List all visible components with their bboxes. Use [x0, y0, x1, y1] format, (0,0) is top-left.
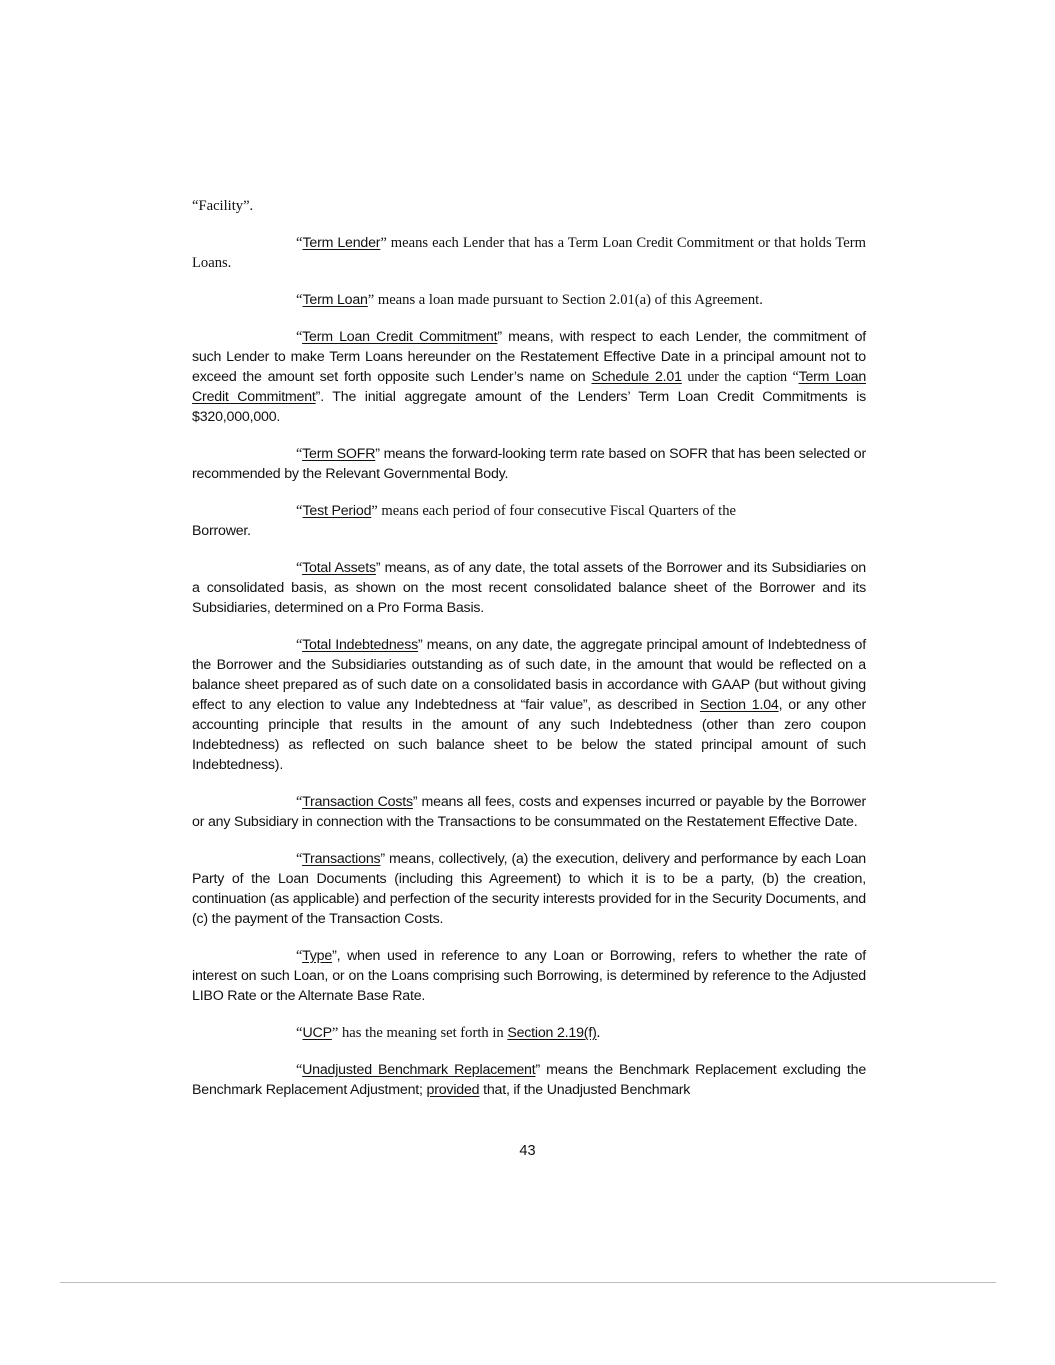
page-divider: [60, 1282, 996, 1283]
facility-text: “Facility”.: [192, 198, 254, 214]
definition-text-a: ” means, on any date, the aggregate principal amount of Indebtedness of the Borrower and the Subsidiaries outstanding as of such date, in the amount that would be reflected on a balance sheet prepared as of such date on a consolidated basis in accordance with GAAP (but without giving effect to any election to value any Indebtedness at “fair value”, as described in: [192, 637, 866, 713]
definition-transaction-costs: [192, 792, 866, 832]
definition-total-indebtedness: [192, 635, 866, 775]
schedule-link[interactable]: Schedule 2.01: [591, 369, 682, 385]
open-quote: “: [296, 1025, 303, 1041]
open-quote: “: [296, 637, 303, 653]
open-quote: “: [296, 851, 303, 867]
defined-term: Test Period: [302, 503, 372, 519]
open-quote: “: [296, 292, 303, 308]
definition-test-period: [192, 501, 866, 541]
defined-term: Term Lender: [302, 235, 381, 251]
open-quote: “: [296, 1062, 303, 1078]
defined-term: Term Loan: [302, 292, 368, 308]
definition-text: ” means, collectively, (a) the execution, delivery and performance by each Loan Party of the Loan Documents (including this Agreement) to which it is to be a party, (b) the creation, continuation (as applicable) and perfection of the security interests provided for in the Security Documents, and (c) the payment of the Transaction Costs.: [192, 851, 866, 927]
definition-term-loan-credit-commitment: [192, 327, 866, 427]
section-link[interactable]: Section 1.04: [699, 697, 779, 713]
provided-term: provided: [426, 1082, 480, 1098]
definition-text: ” means, as of any date, the total assets of the Borrower and its Subsidiaries on a consolidated basis, as shown on the most recent consolidated balance sheet of the Borrower and its Subsidiaries, determined on a Pro Forma Basis.: [192, 560, 866, 616]
definition-text-a: ” means, with respect to each Lender, the commitment of such Lender to make Term Loans hereunder on the Restatement Effective Date in a principal amount not to exceed the amount set forth opposite such Lender’s name on: [192, 329, 866, 385]
definition-text-continued: Borrower.: [192, 523, 251, 539]
definition-text-b: under the caption “: [681, 369, 799, 385]
defined-term: Transaction Costs: [302, 794, 413, 810]
caption-term: Term Loan Credit Commitment: [192, 369, 867, 405]
open-quote: “: [296, 503, 303, 519]
definition-text: ” means all fees, costs and expenses incurred or payable by the Borrower or any Subsidiary in connection with the Transactions to be consummated on the Restatement Effective Date.: [192, 794, 867, 830]
definition-text-b: .: [596, 1025, 601, 1041]
defined-term: Total Assets: [302, 560, 376, 576]
definition-unadjusted-benchmark-replacement: [192, 1060, 866, 1100]
definition-text: ” means a loan made pursuant to Section 2.01(a) of this Agreement.: [367, 292, 763, 308]
open-quote: “: [296, 794, 303, 810]
definition-total-assets: [192, 558, 866, 618]
section-link[interactable]: Section 2.19(f): [507, 1025, 597, 1041]
definition-text: ” means each Lender that has a Term Loan Credit Commitment or that holds Term Loans.: [192, 235, 866, 271]
definition-term-loan: [192, 290, 866, 310]
defined-term: UCP: [302, 1025, 332, 1041]
page-number: 43: [519, 1143, 536, 1159]
defined-term: Total Indebtedness: [302, 637, 419, 653]
defined-term: Type: [302, 948, 333, 964]
definition-term-sofr: [192, 444, 866, 484]
definition-text: ” means each period of four consecutive Fiscal Quarters of the: [371, 503, 736, 519]
definition-text-a: ” means the Benchmark Replacement excluding the Benchmark Replacement Adjustment;: [192, 1062, 867, 1098]
definition-text-b: , or any other accounting principle that results in the amount of any such Indebtedness (other than zero coupon Indebtedness) as reflected on such balance sheet to be below the stated principal amount of such Indebtedness).: [192, 697, 866, 773]
definition-text-a: ” has the meaning set forth in: [331, 1025, 508, 1041]
open-quote: “: [296, 329, 303, 345]
document-page: [192, 196, 866, 1100]
open-quote: “: [296, 235, 303, 251]
definition-type: [192, 946, 866, 1006]
definition-text-b: that, if the Unadjusted Benchmark: [479, 1082, 691, 1098]
definition-text: ”, when used in reference to any Loan or Borrowing, refers to whether the rate of interest on such Loan, or on the Loans comprising such Borrowing, is determined by reference to the Adjusted LIBO Rate or the Alternate Base Rate.: [192, 948, 866, 1004]
open-quote: “: [296, 446, 303, 462]
open-quote: “: [296, 948, 303, 964]
defined-term: Term Loan Credit Commitment: [302, 329, 498, 345]
defined-term: Transactions: [302, 851, 381, 867]
definition-transactions: [192, 849, 866, 929]
defined-term: Term SOFR: [302, 446, 376, 462]
paragraph-facility: [192, 196, 866, 216]
definition-term-lender: [192, 233, 866, 273]
definition-text-c: ”. The initial aggregate amount of the Lenders’ Term Loan Credit Commitments is $320,000,000.: [192, 389, 866, 425]
open-quote: “: [296, 560, 303, 576]
definition-ucp: [192, 1023, 866, 1043]
defined-term: Unadjusted Benchmark Replacement: [302, 1062, 536, 1078]
definition-text: ” means the forward-looking term rate based on SOFR that has been selected or recommended by the Relevant Governmental Body.: [192, 446, 867, 482]
